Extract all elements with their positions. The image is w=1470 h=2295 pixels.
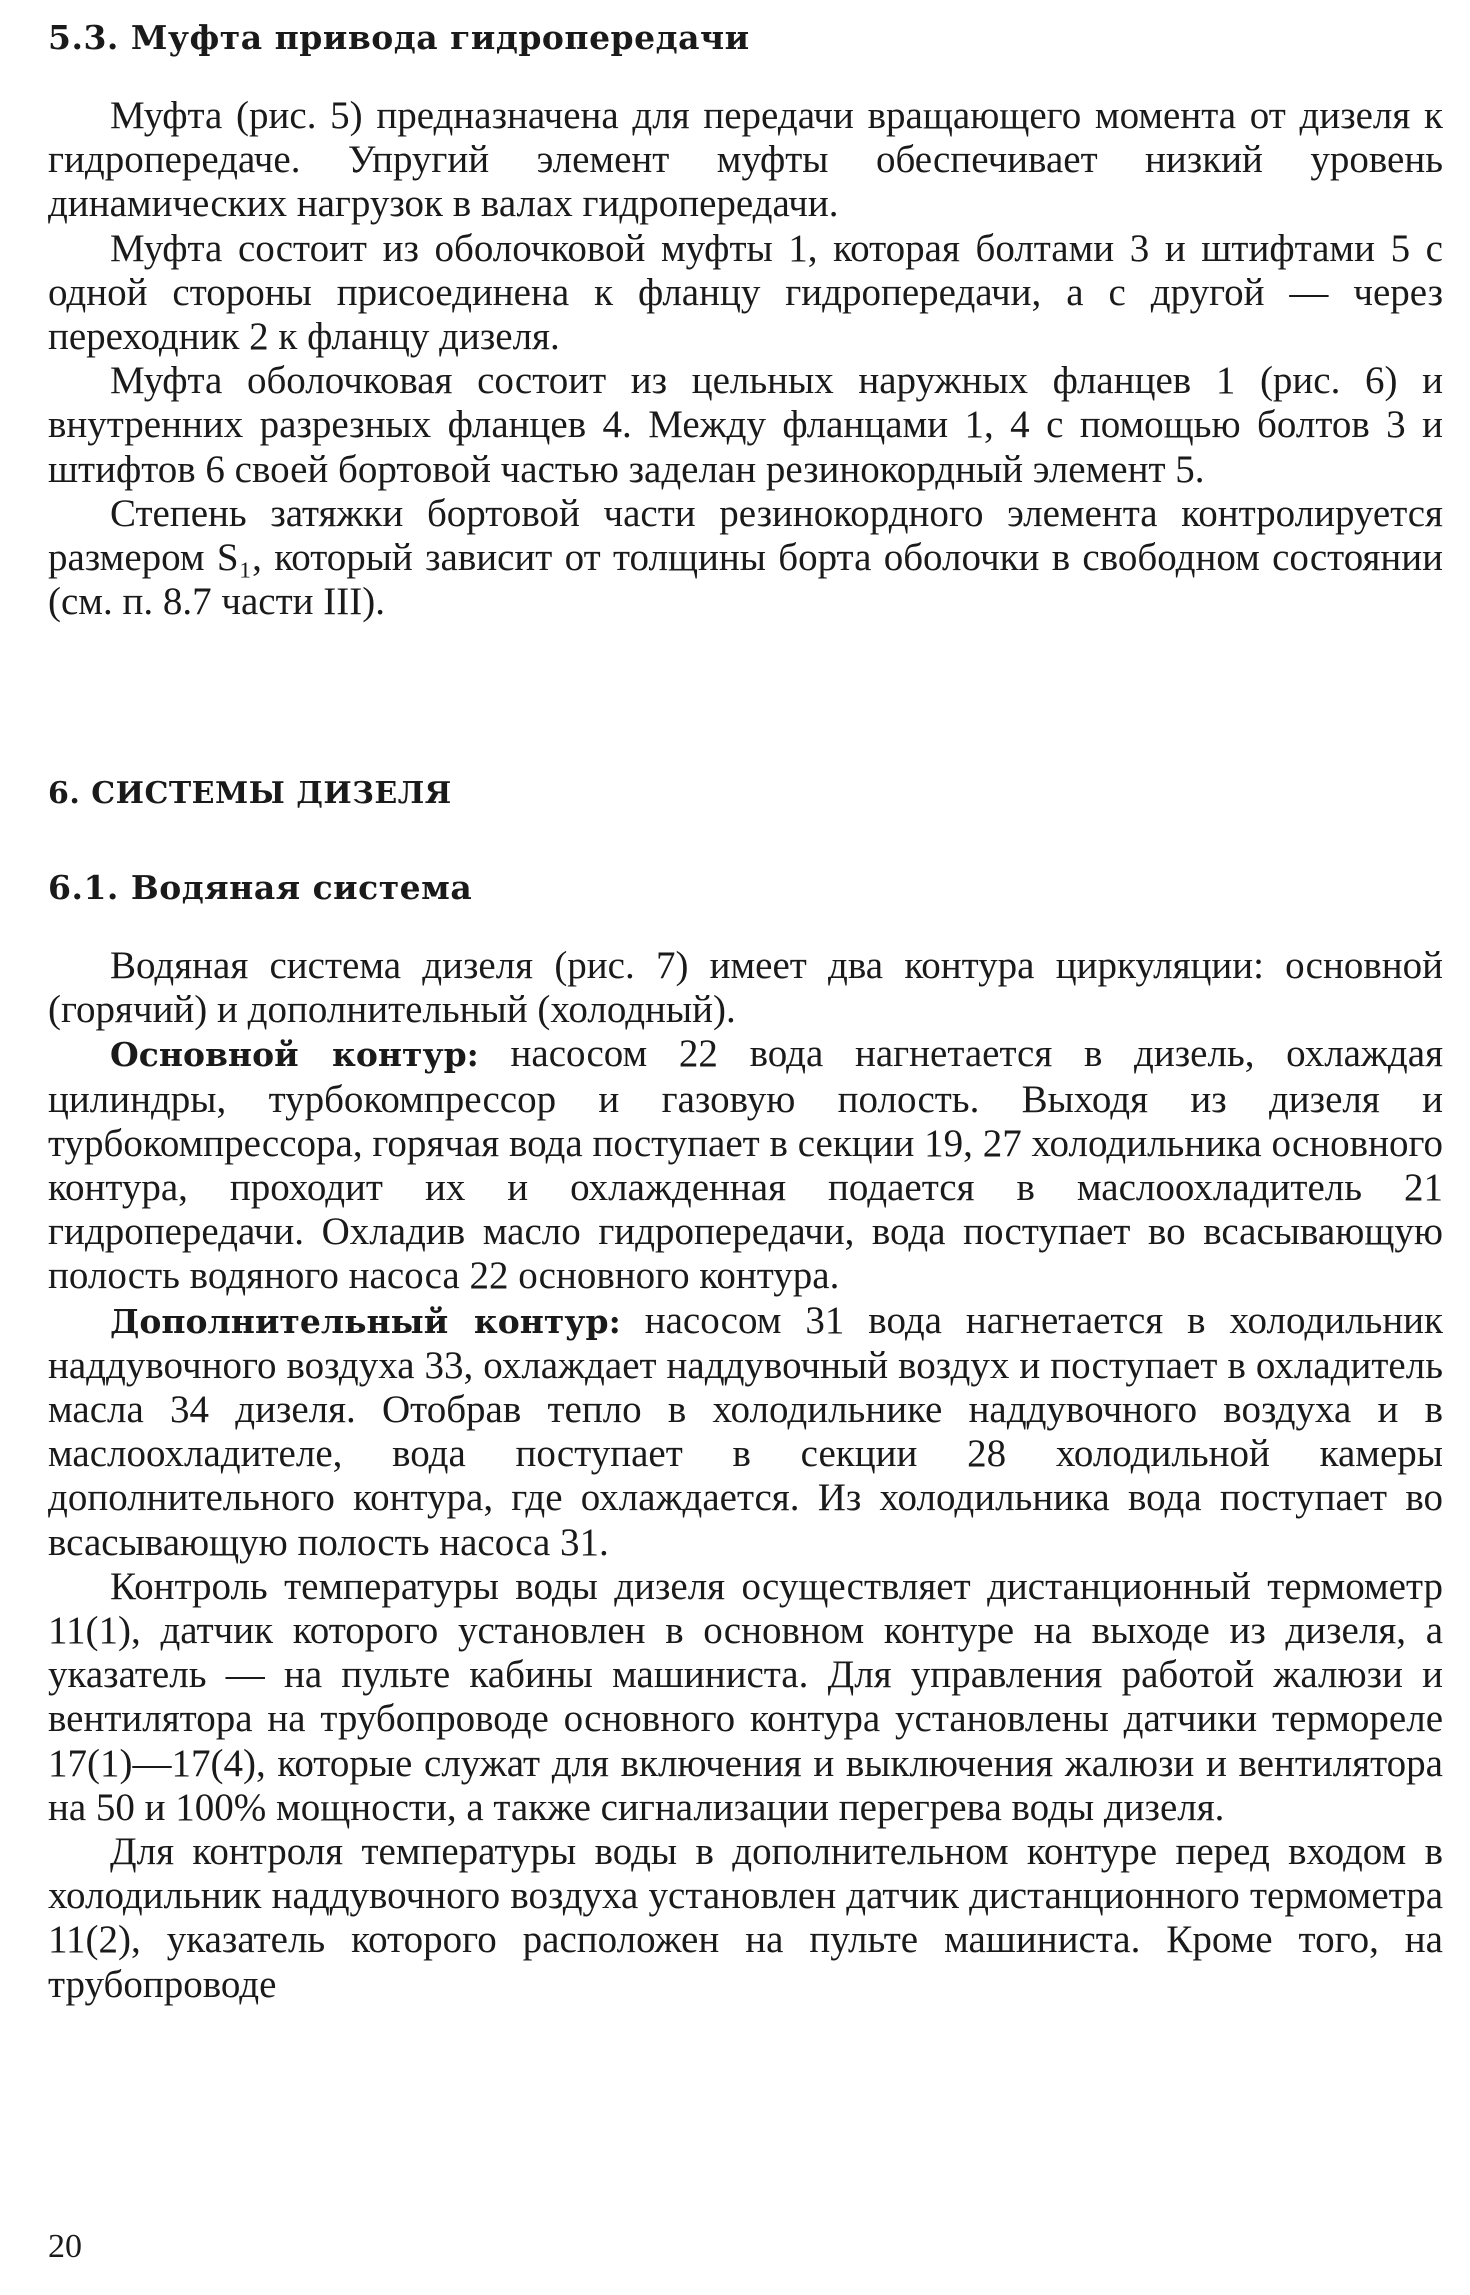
paragraph: Муфта состоит из оболочковой муфты 1, которая болтами 3 и штифтами 5 с одной стороны присоединена к фланцу гидропередачи, а с другой — через переходник 2 к фланцу дизеля. bbox=[48, 226, 1443, 359]
aux-circuit-lead: Дополнительный контур: bbox=[110, 1301, 621, 1341]
paragraph-main-circuit bbox=[48, 1032, 1443, 1298]
section-heading-6: 6. СИСТЕМЫ ДИЗЕЛЯ bbox=[48, 776, 452, 811]
main-circuit-text: насосом 22 вода нагнетается в дизель, охлаждая цилиндры, турбокомпрессор и газовую полость. Выходя из дизеля и турбокомпрессора, горячая вода поступает в секции 19, 27 холодильника основного контура, проходит их и охлажденная подается в маслоохладитель 21 гидропередачи. Охладив масло гидропередачи, вода поступает во всасывающую полость водяного насоса 22 основного контура. bbox=[48, 1032, 1444, 1298]
section-heading-6-1: 6.1. Водяная система bbox=[48, 868, 473, 907]
paragraph-temp-control: Контроль температуры воды дизеля осуществляет дистанционный термометр 11(1), датчик которого установлен в основном контуре на выходе из дизеля, а указатель — на пульте кабины машиниста. Для управления работой жалюзи и вентилятора на трубопроводе основного контура установлены датчики термореле 17(1)—17(4), которые служат для включения и выключения жалюзи и вентилятора на 50 и 100% мощности, а также сигнализации перегрева воды дизеля. bbox=[48, 1564, 1443, 1829]
aux-circuit-text: насосом 31 вода нагнетается в холодильник наддувочного воздуха 33, охлаждает наддувочный воздух и поступает в охладитель масла 34 дизеля. Отобрав тепло в холодильнике наддувочного воздуха и в маслоохладителе, вода поступает в секции 28 холодильной камеры дополнительного контура, где охлаждается. Из холодильника вода поступает во всасывающую полость насоса 31. bbox=[48, 1298, 1444, 1564]
document-page bbox=[48, 0, 1443, 2295]
paragraph: Степень затяжки бортовой части резинокордного элемента контролируется размером S₁, который зависит от толщины борта оболочки в свободном состоянии (см. п. 8.7 части III). bbox=[48, 491, 1443, 624]
page-number: 20 bbox=[48, 2228, 82, 2265]
paragraph-intro: Водяная система дизеля (рис. 7) имеет два контура циркуляции: основной (горячий) и дополнительный (холодный). bbox=[48, 944, 1443, 1032]
paragraph: Муфта (рис. 5) предназначена для передачи вращающего момента от дизеля к гидропередаче. Упругий элемент муфты обеспечивает низкий уровень динамических нагрузок в валах гидропередачи. bbox=[48, 94, 1443, 226]
paragraph: Муфта оболочковая состоит из цельных наружных фланцев 1 (рис. 6) и внутренних разрезных фланцев 4. Между фланцами 1, 4 с помощью болтов 3 и штифтов 6 своей бортовой частью заделан резинокордный элемент 5. bbox=[48, 359, 1443, 491]
section-6-1-body bbox=[48, 944, 1443, 2007]
section-heading-5-3: 5.3. Муфта привода гидропередачи bbox=[48, 18, 750, 57]
paragraph-aux-circuit bbox=[48, 1299, 1443, 1565]
section-5-3-body bbox=[48, 94, 1443, 624]
paragraph-aux-temp-control: Для контроля температуры воды в дополнительном контуре перед входом в холодильник наддувочного воздуха установлен датчик дистанционного термометра 11(2), указатель которого расположен на пульте машиниста. Кроме того, на трубопроводе bbox=[48, 1830, 1443, 2006]
main-circuit-lead: Основной контур: bbox=[110, 1035, 479, 1075]
